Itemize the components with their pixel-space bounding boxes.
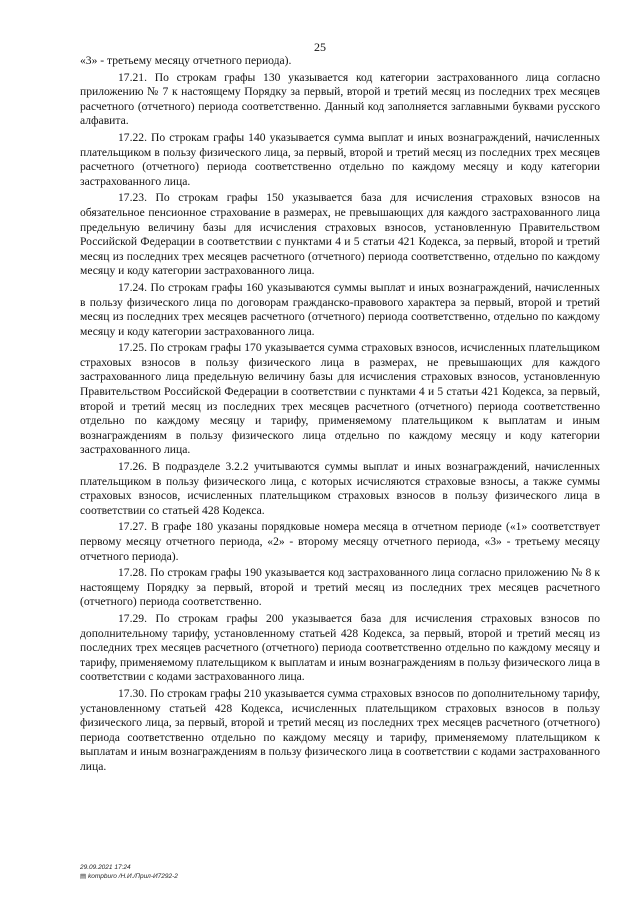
paragraph: «3» - третьему месяцу отчетного периода).	[80, 54, 292, 67]
paragraph: 17.25. По строкам графы 170 указывается сумма страховых взносов, исчисленных плательщиком страховых взносов в пользу физического лица в размерах, не превышающих для каждого застрахованного лица предельную величину базы для исчисления страховых взносов, установленную Правительством Российской Федерации в соответствии с пунктами 4 и 5 статьи 421 Кодекса, за первый, второй и третий месяц из последних трех месяцев расчетного (отчетного) периода соответственно отдельно по каждому месяцу и тарифу, применяемому плательщиком к выплатам и иным вознаграждениям в пользу физического лица отдельно по каждому месяцу и коду категории застрахованного лица.	[80, 341, 600, 457]
document-body	[80, 54, 600, 777]
footer-timestamp: 29.09.2021 17:24	[80, 864, 131, 871]
paragraph: 17.22. По строкам графы 140 указывается сумма выплат и иных вознаграждений, начисленных плательщиком в пользу физического лица, за первый, второй и третий месяц из последних трех месяцев расчетного (отчетного) периода соответственно отдельно по каждому месяцу и коду категории застрахованного лица.	[80, 130, 600, 188]
footer-path-row	[80, 873, 178, 882]
paragraph: 17.24. По строкам графы 160 указываются суммы выплат и иных вознаграждений, начисленных в пользу физического лица по договорам гражданско-правового характера за первый, второй и третий месяц из последних трех месяцев расчетного (отчетного) периода соответственно, отдельно по каждому месяцу и коду категории застрахованного лица.	[80, 280, 600, 338]
footer-path: kompburo /Н.И./Прил-И7292-2	[87, 872, 178, 880]
paragraph: 17.30. По строкам графы 210 указывается сумма страховых взносов по дополнительному тарифу, установленному статьей 428 Кодекса, исчисленных плательщиком страховых взносов в пользу физического лица, за первый, второй и третий месяц из последних трех месяцев расчетного (отчетного) периода соответственно отдельно по каждому месяцу и тарифу, применяемому плательщиком к выплатам и иным вознаграждениям в пользу физического лица в соответствии с кодами застрахованного лица.	[80, 686, 600, 773]
paragraph: 17.28. По строкам графы 190 указывается код застрахованного лица согласно приложению № 8 к настоящему Порядку за первый, второй и третий месяц из последних трех месяцев расчетного (отчетного) периода соответственно.	[80, 566, 600, 609]
page-number: 25	[314, 40, 326, 54]
paragraph: 17.23. По строкам графы 150 указывается база для исчисления страховых взносов на обязательное пенсионное страхование в размерах, не превышающих для каждого застрахованного лица предельную величину базы для исчисления страховых взносов, установленную Правительством Российской Федерации в соответствии с пунктами 4 и 5 статьи 421 Кодекса, за первый, второй и третий месяц из последних трех месяцев расчетного (отчетного) периода соответственно, отдельно по каждому месяцу и коду категории застрахованного лица.	[80, 191, 600, 278]
paragraph: 17.27. В графе 180 указаны порядковые номера месяца в отчетном периоде («1» соответствует первому месяцу отчетного периода, «2» - второму месяцу отчетного периода, «3» - третьему месяцу отчетного периода).	[80, 520, 600, 563]
paragraph: 17.29. По строкам графы 200 указывается база для исчисления страховых взносов по дополнительному тарифу, установленному статьей 428 Кодекса, за первый, второй и третий месяц из последних трех месяцев расчетного (отчетного) периода соответственно отдельно по каждому месяцу и тарифу, применяемому плательщиком к выплатам и иным вознаграждениям в пользу физического лица в соответствии с кодами застрахованного лица.	[80, 611, 600, 684]
document-icon: ▤	[80, 872, 87, 880]
paragraph: 17.21. По строкам графы 130 указывается код категории застрахованного лица согласно приложению № 7 к настоящему Порядку за первый, второй и третий месяц из последних трех месяцев расчетного (отчетного) периода соответственно. Данный код заполняется заглавными буквами русского алфавита.	[80, 70, 600, 128]
footer	[80, 864, 178, 881]
paragraph: 17.26. В подразделе 3.2.2 учитываются суммы выплат и иных вознаграждений, начисленных плательщиком в пользу физического лица, с которых исчисляются страховые взносы, а также суммы страховых взносов, исчисленных плательщиком страховых взносов в пользу физического лица в соответствии со статьей 428 Кодекса.	[80, 460, 600, 517]
